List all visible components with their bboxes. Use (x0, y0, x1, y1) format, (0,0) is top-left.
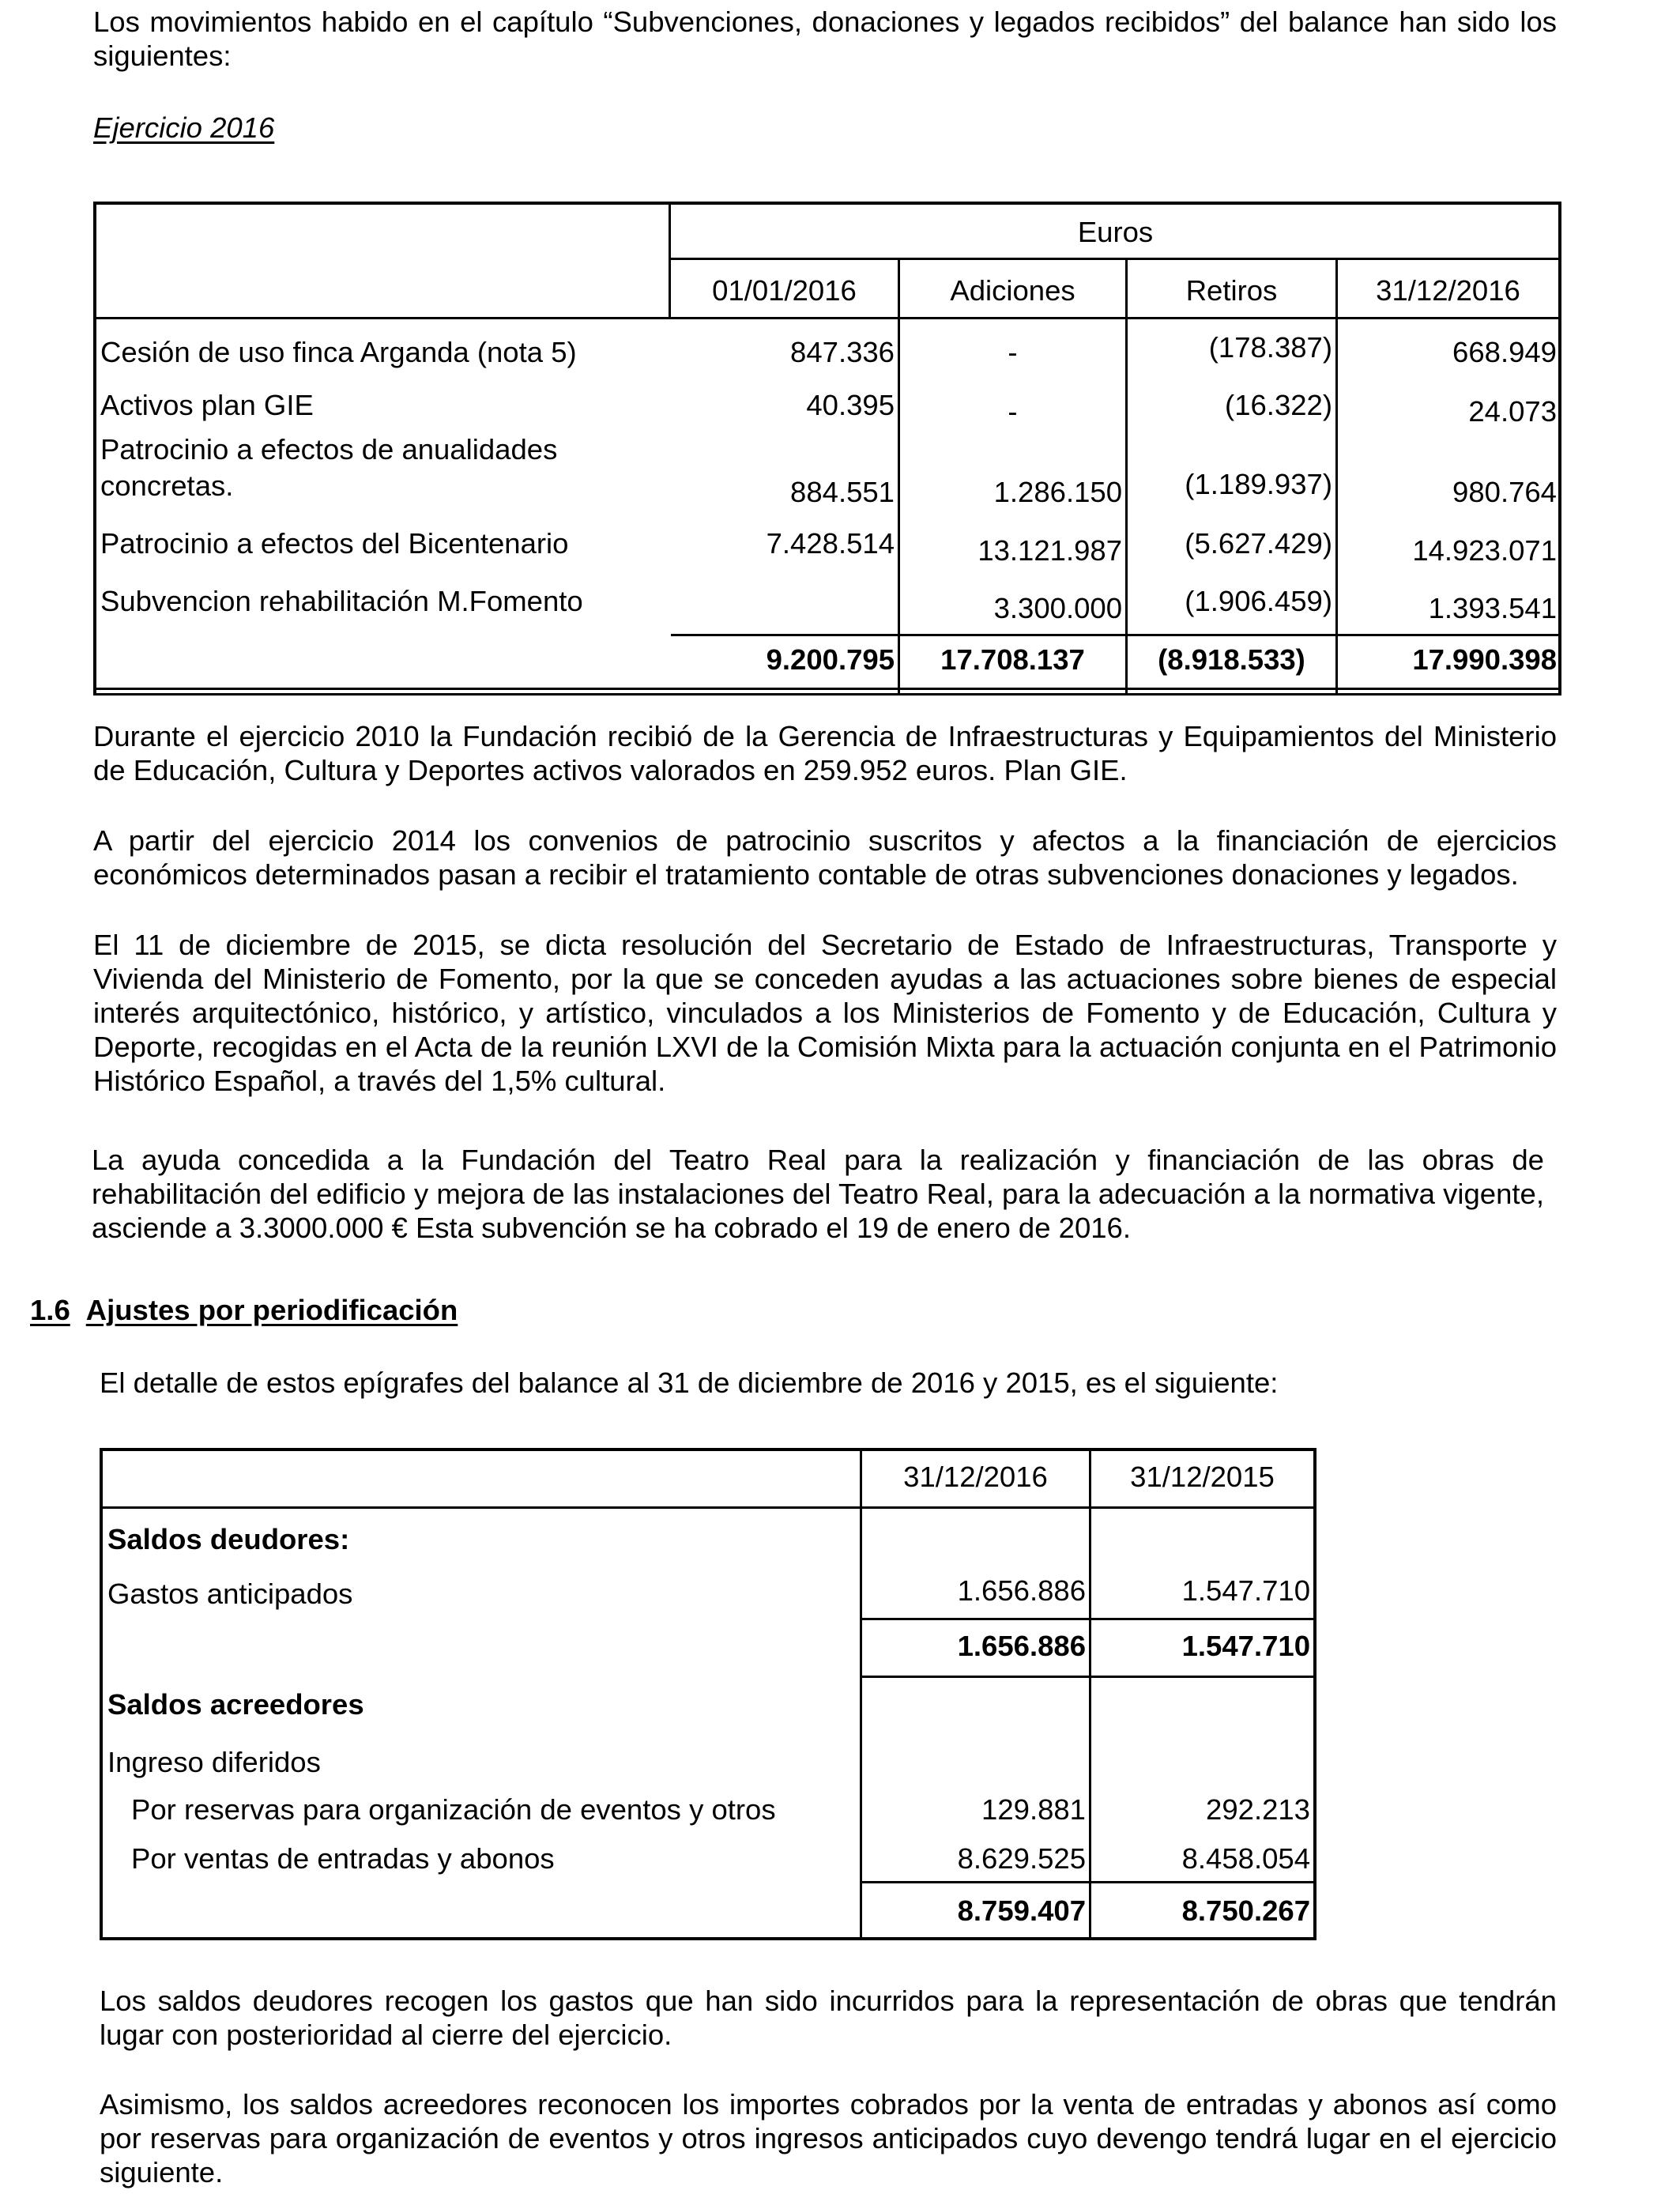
cell: 24.073 (1468, 395, 1557, 428)
cell: 1.393.541 (1428, 592, 1557, 624)
cell: 1.656.886 (957, 1574, 1086, 1607)
cell: (1.906.459) (1185, 585, 1332, 617)
cell: - (1008, 395, 1018, 428)
col-header-additions: Adiciones (950, 274, 1075, 307)
cell: (1.189.937) (1185, 468, 1332, 500)
intro-paragraph: Los movimientos habido en el capítulo “Subvenciones, donaciones y legados recibidos” del balance han sido los siguientes: (93, 6, 1557, 72)
cell: 1.547.710 (1181, 1574, 1310, 1607)
cell: 40.395 (806, 389, 895, 421)
col-header-closing: 31/12/2016 (1376, 274, 1520, 307)
paragraph-plan-gie: Durante el ejercicio 2010 la Fundación recibió de la Gerencia de Infraestructuras y Equipamientos del Ministerio de Educación, Cultura y Deportes activos valorados en 259.952 euros. Plan GIE. (93, 720, 1557, 786)
total-cell: (8.918.533) (1158, 643, 1305, 676)
paragraph-detalle: El detalle de estos epígrafes del balance al 31 de diciembre de 2016 y 2015, es el siguiente: (100, 1367, 1279, 1399)
total-cell: 8.759.407 (957, 1894, 1086, 1927)
row-label: Cesión de uso finca Arganda (nota 5) (100, 336, 577, 368)
row-label: Patrocinio a efectos del Bicentenario (100, 527, 569, 560)
paragraph-deudores: Los saldos deudores recogen los gastos que han sido incurridos para la representación de obras que tendrán lugar con posterioridad al cierre del ejercicio. (100, 1985, 1557, 2051)
row-label: concretas. (100, 469, 234, 502)
total-cell: 1.656.886 (957, 1630, 1086, 1662)
cell: 1.286.150 (993, 476, 1122, 508)
col-header-opening: 01/01/2016 (712, 274, 857, 307)
paragraph-resolucion: El 11 de diciembre de 2015, se dicta resolución del Secretario de Estado de Infraestructuras, Transporte y Vivienda del Ministerio de Fomento, por la que se conceden ayudas a las actuaciones sobre bienes de especial interés arquitectónico, histórico, y artístico, vinculados a los Ministerios de Fomento y de Educación, Cultura y Deporte, recogidas en el Acta de la reunión LXVI de la Comisión Mixta para la actuación conjunta en el Patrimonio Histórico Español, a través del 1,5% cultural. (93, 929, 1557, 1097)
cell: 292.213 (1206, 1793, 1310, 1826)
cell: (16.322) (1225, 389, 1332, 421)
row-label: Activos plan GIE (100, 389, 314, 421)
paragraph-convenios: A partir del ejercicio 2014 los convenios de patrocinio suscritos y afectos a la financiación de ejercicios económicos determinados pasan a recibir el tratamiento contable de otras subvenciones donaciones y legados. (93, 824, 1557, 891)
cell: 7.428.514 (766, 527, 895, 560)
cell: 129.881 (981, 1793, 1086, 1826)
row-label: Por reservas para organización de eventos y otros (131, 1793, 776, 1826)
total-cell: 9.200.795 (766, 643, 895, 676)
total-cell: 17.708.137 (940, 643, 1085, 676)
col-header-withdrawals: Retiros (1185, 274, 1278, 307)
cell: 668.949 (1452, 336, 1557, 368)
cell: 8.629.525 (957, 1842, 1086, 1875)
section-heading (30, 1293, 458, 1327)
ejercicio-label: Ejercicio 2016 (93, 111, 275, 144)
cell: (5.627.429) (1185, 527, 1332, 560)
cell: 884.551 (790, 476, 895, 508)
col-header-2015: 31/12/2015 (1130, 1461, 1275, 1493)
row-label: Ingreso diferidos (107, 1746, 321, 1778)
row-label: Por ventas de entradas y abonos (131, 1842, 555, 1875)
total-cell: 17.990.398 (1412, 643, 1557, 676)
cell: 13.121.987 (977, 534, 1122, 567)
row-label: Subvencion rehabilitación M.Fomento (100, 585, 583, 617)
cell: 980.764 (1452, 476, 1557, 508)
acreedores-label: Saldos acreedores (107, 1688, 364, 1721)
cell: - (1008, 336, 1018, 368)
total-cell: 8.750.267 (1181, 1894, 1310, 1927)
euros-header: Euros (1077, 216, 1154, 248)
paragraph-acreedores: Asimismo, los saldos acreedores reconocen los importes cobrados por la venta de entradas y abonos así como por reservas para organización de eventos y otros ingresos anticipados cuyo devengo tendrá lugar en el ejercicio siguiente. (100, 2088, 1557, 2188)
cell: (178.387) (1208, 331, 1332, 364)
row-label: Patrocinio a efectos de anualidades (100, 433, 558, 466)
cell: 8.458.054 (1181, 1842, 1310, 1875)
cell: 3.300.000 (993, 592, 1122, 624)
paragraph-ayuda: La ayuda concedida a la Fundación del Teatro Real para la realización y financiación de las obras de rehabilitación del edificio y mejora de las instalaciones del Teatro Real, para la adecuación a la normativa vigente, asciende a 3.3000.000 € Esta subvención se ha cobrado el 19 de enero de 2016. (92, 1144, 1544, 1244)
cell: 847.336 (790, 336, 895, 368)
section-number: 1.6 (30, 1294, 70, 1326)
cell: 14.923.071 (1412, 534, 1557, 567)
row-label: Gastos anticipados (107, 1578, 353, 1610)
col-header-2016: 31/12/2016 (903, 1461, 1048, 1493)
total-cell: 1.547.710 (1181, 1630, 1310, 1662)
section-title: Ajustes por periodificación (85, 1294, 458, 1326)
deudores-label: Saldos deudores: (107, 1523, 350, 1555)
